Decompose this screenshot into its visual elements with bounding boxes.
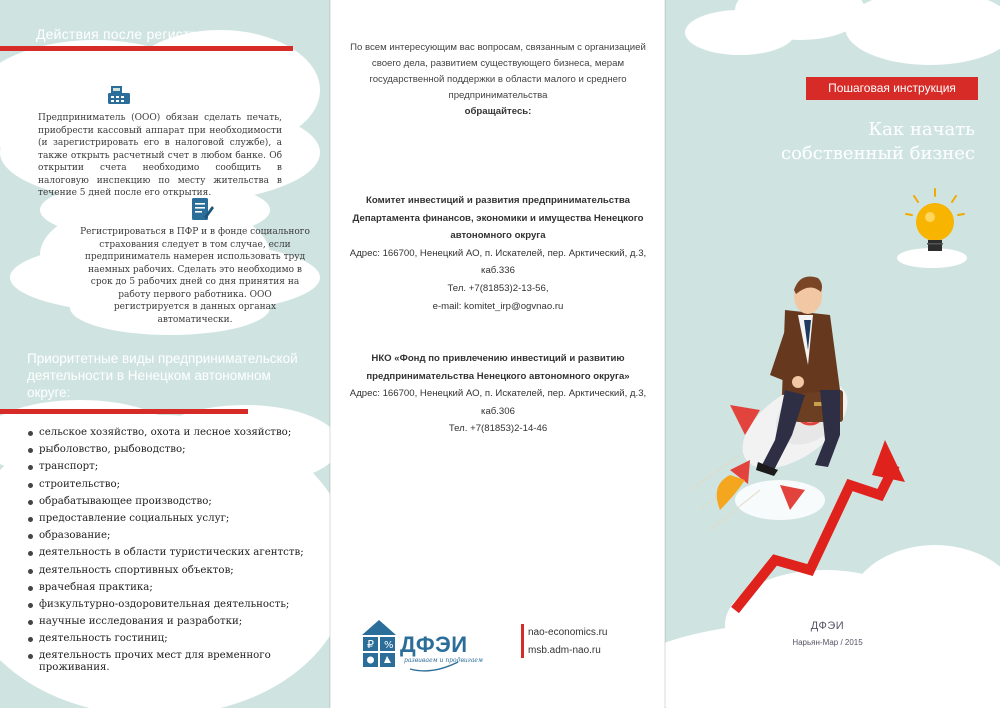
list-item: врачебная практика;	[26, 582, 316, 594]
list-item: предоставление социальных услуг;	[26, 513, 316, 525]
document-pen-icon	[190, 196, 214, 226]
logo-wordmark: ДФЭИ	[400, 632, 468, 657]
header-underline	[0, 46, 293, 51]
priority-title: Приоритетные виды предпринимательской деятельности в Ненецком автономном округе:	[27, 351, 298, 400]
list-item: обрабатывающее производство;	[26, 496, 316, 508]
list-item: научные исследования и разработки;	[26, 616, 316, 628]
website-link[interactable]: nao-economics.ru	[528, 627, 608, 638]
list-item: физкультурно-оздоровительная деятельность;	[26, 599, 316, 611]
dfei-logo	[360, 615, 490, 675]
list-item: деятельность прочих мест для временного проживания.	[26, 650, 316, 673]
lightbulb-icon	[900, 186, 970, 270]
list-item: строительство;	[26, 479, 316, 491]
priority-list	[26, 427, 316, 679]
org-name: НКО «Фонд по привлечению инвестиций и развитию предпринимательства Ненецкого автономного округа»	[366, 353, 630, 382]
org-email: e-mail: komitet_irp@ogvnao.ru	[432, 300, 564, 312]
list-item: рыболовство, рыбоводство;	[26, 444, 316, 456]
fold-line	[329, 0, 331, 708]
list-item: сельское хозяйство, охота и лесное хозяйство;	[26, 427, 316, 439]
org-phone: Тел. +7(81853)2-13-56,	[447, 282, 549, 294]
cloud-text-pfr: Регистрироваться в ПФР и в фонде социального страхования следует в том случае, если предприниматель намерен использовать труд наемных рабочих. Сделать это необходимо в срок до 5 рабочих дней со дня принятия на работу первого работника. ООО регистрируется в данных органах автоматически.	[80, 227, 310, 325]
brochure-title: Как начать собственный бизнес	[780, 119, 975, 164]
publisher-name: ДФЭИ	[810, 620, 845, 632]
org-address: Адрес: 166700, Ненецкий АО, п. Искателей, пер. Арктический, д.3, каб.336	[349, 247, 647, 277]
cloud-text-requirements: Предприниматель (ООО) обязан сделать печать, приобрести кассовый аппарат при необходимости (и зарегистрировать его в налоговой службе), а также открыть расчетный счет в любом банке. Об открытии счета необходимо сообщить в налоговую инспекцию по месту жительства в течение 5 дней после его открытия.	[38, 113, 282, 198]
logo-tagline: развиваем и продвигаем	[404, 657, 483, 664]
website-list	[528, 624, 607, 660]
svg-text:%: %	[384, 640, 394, 651]
section-header-registration: Действия после регистрации	[36, 26, 230, 42]
list-item: образование;	[26, 530, 316, 542]
intro-call-to-action: обращайтесь:	[464, 106, 532, 117]
publisher-block	[780, 620, 875, 647]
priority-underline	[0, 409, 248, 414]
svg-text:₽: ₽	[367, 638, 374, 651]
list-item: деятельность гостиниц;	[26, 633, 316, 645]
website-link[interactable]: msb.adm-nao.ru	[528, 645, 601, 656]
businessman-rocket-illustration	[690, 270, 970, 674]
fold-line	[664, 0, 666, 708]
intro-text: По всем интересующим вас вопросам, связанным с организацией своего дела, развитием существующего бизнеса, мерам государственной поддержки в области малого и среднего предпринимательства	[350, 42, 646, 101]
list-item: деятельность спортивных объектов;	[26, 565, 316, 577]
contact-fund	[348, 350, 648, 438]
contact-committee	[348, 192, 648, 315]
publication-place-year: Нарьян-Мар / 2015	[792, 638, 863, 647]
org-name: Комитет инвестиций и развития предпринимательства Департамента финансов, экономики и имущества Ненецкого автономного округа	[352, 195, 644, 242]
step-guide-badge: Пошаговая инструкция	[806, 77, 978, 100]
list-item: деятельность в области туристических агентств;	[26, 547, 316, 559]
org-address: Адрес: 166700, Ненецкий АО, п. Искателей, пер. Арктический, д.3, каб.306	[349, 388, 647, 417]
cash-register-icon	[106, 84, 132, 110]
cloud-shape	[845, 0, 1000, 65]
websites-accent-bar	[521, 624, 524, 658]
contact-intro	[348, 40, 648, 120]
org-phone: Тел. +7(81853)2-14-46	[448, 423, 548, 435]
list-item: транспорт;	[26, 461, 316, 473]
